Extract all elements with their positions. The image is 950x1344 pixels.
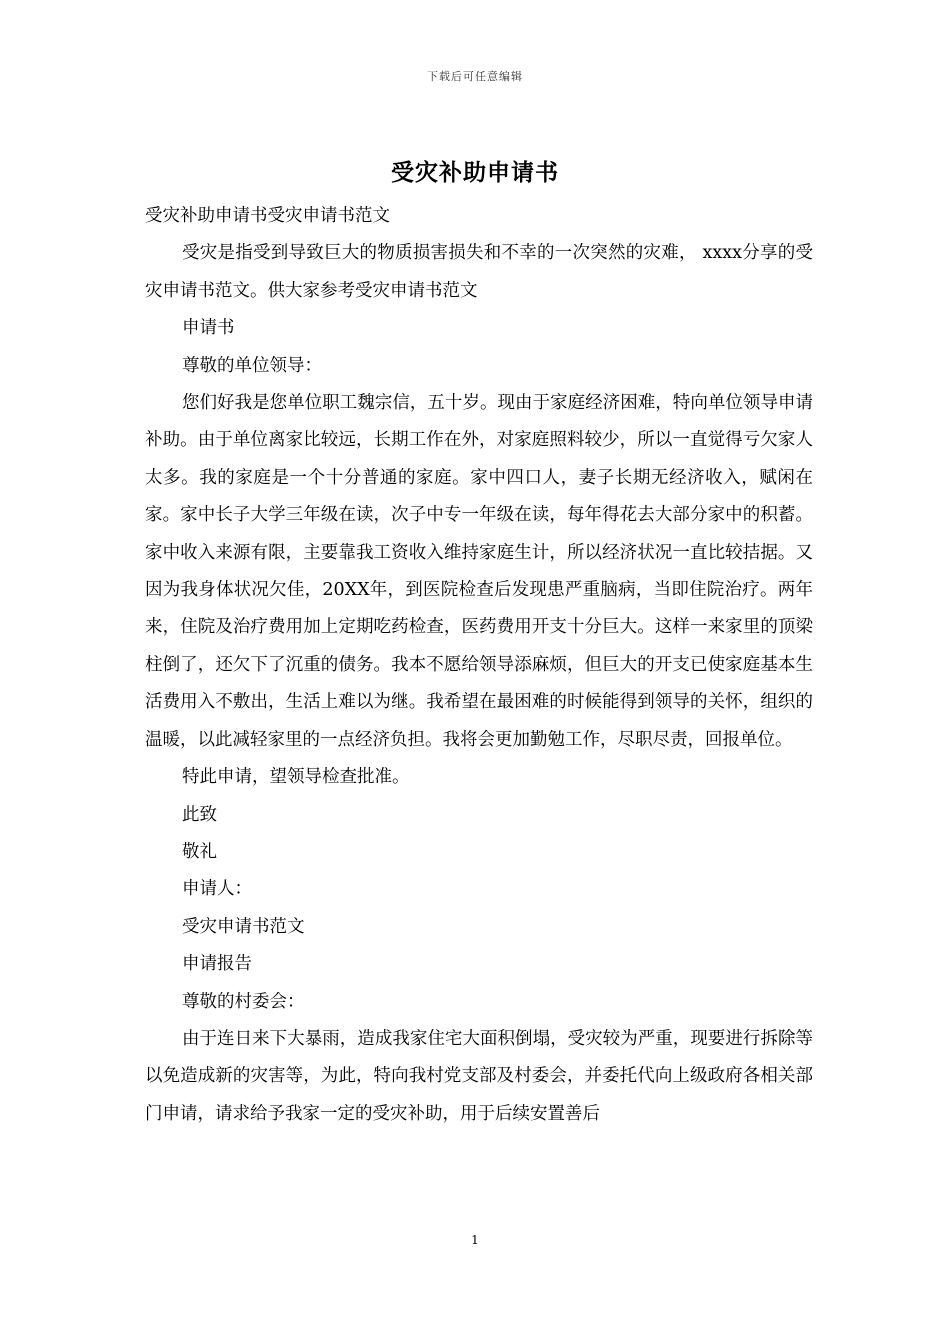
sample-heading: 受灾申请书范文 xyxy=(182,916,305,937)
salutation: 尊敬的单位领导： xyxy=(182,355,322,376)
request-line: 特此申请，望领导检查批准。 xyxy=(182,767,410,788)
salutation-village: 尊敬的村委会： xyxy=(182,991,305,1012)
page-number: 1 xyxy=(471,1233,479,1247)
subtitle-paragraph: 受灾补助申请书受灾申请书范文 xyxy=(145,206,390,226)
document-title: 受灾补助申请书 xyxy=(391,159,559,186)
header-note: 下载后可任意编辑 xyxy=(427,70,523,83)
closing-line-2: 敬礼 xyxy=(182,841,217,862)
main-paragraph: 您们好我是您单位职工魏宗信，五十岁。现由于家庭经济困难，特向单位领导申请补助。由于单位离家比较远，长期工作在外，对家庭照料较少，所以一直觉得亏欠家人太多。我的家庭是一个十分普通的家庭。家中四口人，妻子长期无经济收入，赋闲在家。家中长子大学三年级在读，次子中专一年级在读，每年得花去大部分家中的积蓄。家中收入来源有限，主要靠我工资收入维持家庭生计，所以经济状况一直比较拮据。又因为我身体状况欠佳，20XX年，到医院检查后发现患严重脑病，当即住院治疗。两年来，住院及治疗费用加上定期吃药检查，医药费用开支十分巨大。这样一来家里的顶梁柱倒了，还欠下了沉重的债务。我本不愿给领导添麻烦，但巨大的开支已使家庭基本生活费用入不敷出，生活上难以为继。我希望在最困难的时候能得到领导的关怀，组织的温暖，以此减轻家里的一点经济负担。我将会更加勤勉工作，尽职尽责，回报单位。 xyxy=(145,393,813,750)
section-heading-application: 申请书 xyxy=(182,318,235,339)
intro-paragraph: 受灾是指受到导致巨大的物质损害损失和不幸的一次突然的灾难， xxxx分享的受灾申请书范文。供大家参考受灾申请书范文 xyxy=(145,243,813,301)
applicant-line: 申请人： xyxy=(182,879,252,900)
disaster-paragraph: 由于连日来下大暴雨，造成我家住宅大面积倒塌，受灾较为严重，现要进行拆除等以免造成新的灾害等，为此，特向我村党支部及村委会，并委托代向上级政府各相关部门申请，请求给予我家一定的受灾补助，用于后续安置善后 xyxy=(145,1028,813,1124)
report-heading: 申请报告 xyxy=(182,954,252,975)
document-body xyxy=(145,198,813,1133)
closing-line-1: 此致 xyxy=(182,804,217,825)
